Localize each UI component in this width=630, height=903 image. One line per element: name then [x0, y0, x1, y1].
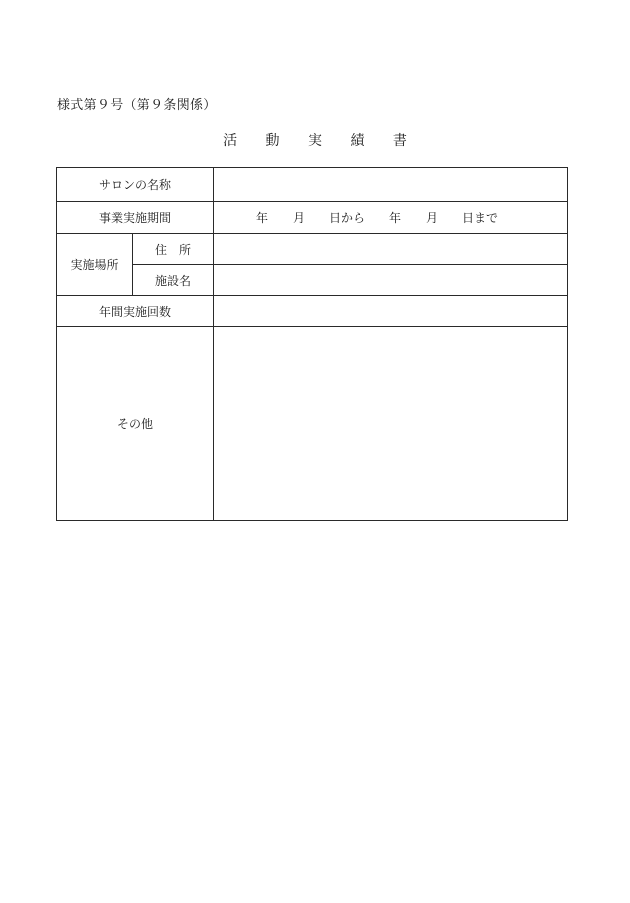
- document-title: [0, 130, 630, 150]
- form-number: 様式第９号（第９条関係）: [57, 98, 217, 113]
- period-field[interactable]: [214, 202, 568, 234]
- other-label: その他: [57, 327, 214, 521]
- period-month-end: 月: [426, 211, 439, 225]
- title-char: 活: [223, 133, 238, 149]
- other-field[interactable]: [214, 327, 568, 521]
- period-year-end: 年: [389, 211, 402, 225]
- address-field[interactable]: [214, 234, 568, 265]
- period-label: 事業実施期間: [57, 202, 214, 234]
- venue-label: 実施場所: [57, 234, 133, 296]
- annual-count-label: 年間実施回数: [57, 296, 214, 327]
- period-year-start: 年: [256, 211, 269, 225]
- title-char: 績: [350, 133, 365, 149]
- period-day-from: 日から: [329, 211, 366, 225]
- address-label: 住 所: [133, 234, 214, 265]
- period-month-start: 月: [293, 211, 306, 225]
- salon-name-field[interactable]: [214, 168, 568, 202]
- facility-label: 施設名: [133, 265, 214, 296]
- period-day-until: 日まで: [462, 211, 499, 225]
- salon-name-label: サロンの名称: [57, 168, 214, 202]
- title-char: 実: [308, 133, 322, 149]
- title-char: 書: [392, 133, 407, 149]
- facility-field[interactable]: [214, 265, 568, 296]
- title-char: 動: [265, 133, 280, 149]
- activity-report-table: [56, 167, 568, 521]
- annual-count-field[interactable]: [214, 296, 568, 327]
